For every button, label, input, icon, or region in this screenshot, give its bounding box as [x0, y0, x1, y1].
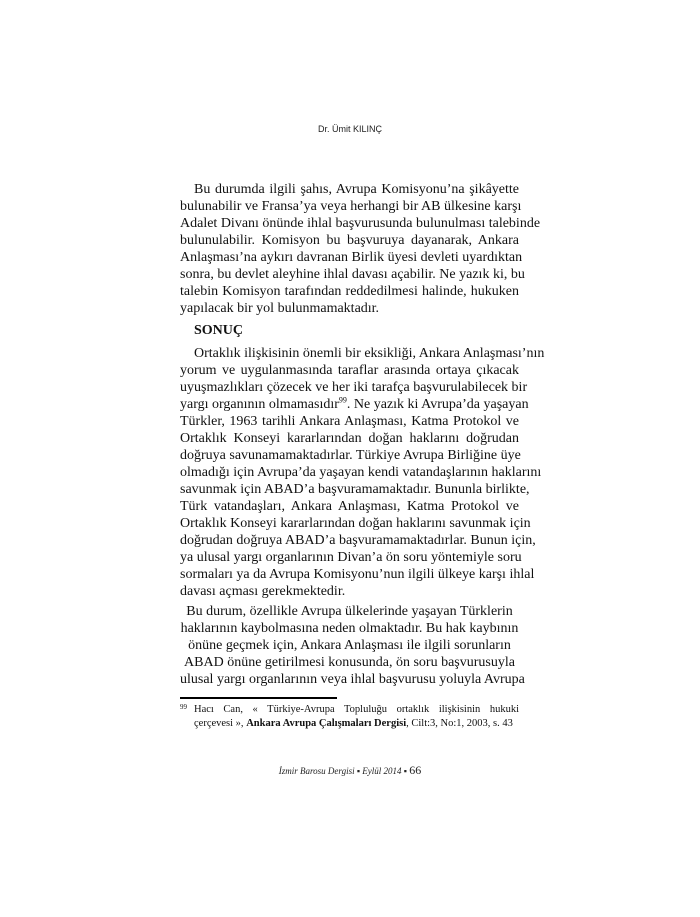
- text-span: . Ne yazık ki Avrupa’da yaşayan: [346, 397, 529, 412]
- footnote-reference[interactable]: 99: [338, 395, 347, 405]
- text-line: haklarının kaybolmasına neden olmaktadır. Bu hak kaybının: [180, 621, 519, 636]
- text-line: davası açması gerekmektedir.: [180, 584, 346, 599]
- text-line: yapılacak bir yol bulunmamaktadır.: [180, 301, 380, 316]
- footnote-body: [194, 703, 519, 731]
- text-line: uyuşmazlıkları çözecek ve her iki tarafça başvurulabilecek bir: [180, 380, 528, 395]
- text-line: ulusal yargı organlarının veya ihlal başvurusu yoluyla Avrupa: [180, 672, 525, 687]
- page-number: 66: [409, 763, 422, 777]
- text-span: çerçevesi »,: [194, 718, 247, 729]
- text-line: Ortaklık ilişkisinin önemli bir eksikliği, Ankara Anlaşması’nın: [194, 346, 545, 361]
- text-line: savunmak için ABAD’a başvuramamaktadır. Bununla birlikte,: [180, 482, 530, 497]
- text-span: yargı organının olmamasıdır: [180, 397, 339, 412]
- text-line: önüne geçmek için, Ankara Anlaşması ile ilgili sorunların: [188, 638, 511, 653]
- journal-title: Ankara Avrupa Çalışmaları Dergisi: [246, 718, 407, 729]
- text-line: [180, 395, 529, 413]
- text-line: ya ulusal yargı organlarının Divan’a ön soru yöntemiyle soru: [180, 550, 522, 565]
- text-line: Anlaşması’na aykırı davranan Birlik üyesi devleti uyardıktan: [180, 250, 523, 265]
- footnote-number: 99: [180, 703, 187, 711]
- paragraph-1: [180, 181, 541, 317]
- paragraph-2: [180, 345, 545, 600]
- text-line: Türkler, 1963 tarihli Ankara Anlaşması, Katma Protokol ve: [180, 414, 519, 429]
- text-line: olmadığı için Avrupa’da yaşayan kendi vatandaşlarının haklarını: [180, 465, 542, 480]
- paragraph-3: [180, 603, 525, 688]
- text-line: Ortaklık Konseyi kararlarından doğan haklarını savunmak için: [180, 516, 531, 531]
- text-line: Bu durumda ilgili şahıs, Avrupa Komisyonu’na şikâyette: [194, 182, 519, 197]
- text-line: Ortaklık Konseyi kararlarından doğan haklarını doğrudan: [180, 431, 519, 446]
- footnote: [180, 703, 519, 731]
- footer-journal: İzmir Barosu Dergisi: [278, 766, 355, 776]
- text-line: bulunulabilir. Komisyon bu başvuruya dayanarak, Ankara: [180, 233, 519, 248]
- footnote-line: Hacı Can, « Türkiye-Avrupa Topluluğu ortaklık ilişkisinin hukuki: [194, 704, 519, 715]
- footnote-divider: [180, 697, 337, 699]
- running-header-author: Dr. Ümit KILINÇ: [317, 124, 382, 134]
- footnote-line: [194, 717, 519, 731]
- text-line: Türk vatandaşları, Ankara Anlaşması, Katma Protokol ve: [180, 499, 519, 514]
- footer-separator: ▪: [403, 766, 407, 776]
- footer-date: Eylül 2014: [362, 766, 402, 776]
- text-line: ABAD önüne getirilmesi konusunda, ön soru başvurusuyla: [184, 655, 515, 670]
- text-line: bulunabilir ve Fransa’ya veya herhangi bir AB ülkesine karşı: [180, 199, 522, 214]
- text-line: doğrudan doğruya ABAD’a başvuramamaktadırlar. Bunun için,: [180, 533, 536, 548]
- text-line: Bu durum, özellikle Avrupa ülkelerinde yaşayan Türklerin: [186, 604, 513, 619]
- running-footer: [0, 763, 700, 778]
- section-heading: SONUÇ: [194, 323, 244, 338]
- text-line: doğruya savunamamaktadırlar. Türkiye Avrupa Birliğine üye: [180, 448, 521, 463]
- text-line: Adalet Divanı önünde ihlal başvurusunda bulunulması talebinde: [180, 216, 541, 231]
- text-line: talebin Komisyon tarafından reddedilmesi halinde, hukuken: [180, 284, 519, 299]
- text-span: , Cilt:3, No:1, 2003, s. 43: [406, 718, 513, 729]
- text-line: yorum ve uygulanmasında taraflar arasında ortaya çıkacak: [180, 363, 519, 378]
- footer-separator: ▪: [356, 766, 361, 776]
- text-line: sonra, bu devlet aleyhine ihlal davası açabilir. Ne yazık ki, bu: [180, 267, 525, 282]
- text-line: sormaları ya da Avrupa Komisyonu’nun ilgili ülkeye karşı ihlal: [180, 567, 535, 582]
